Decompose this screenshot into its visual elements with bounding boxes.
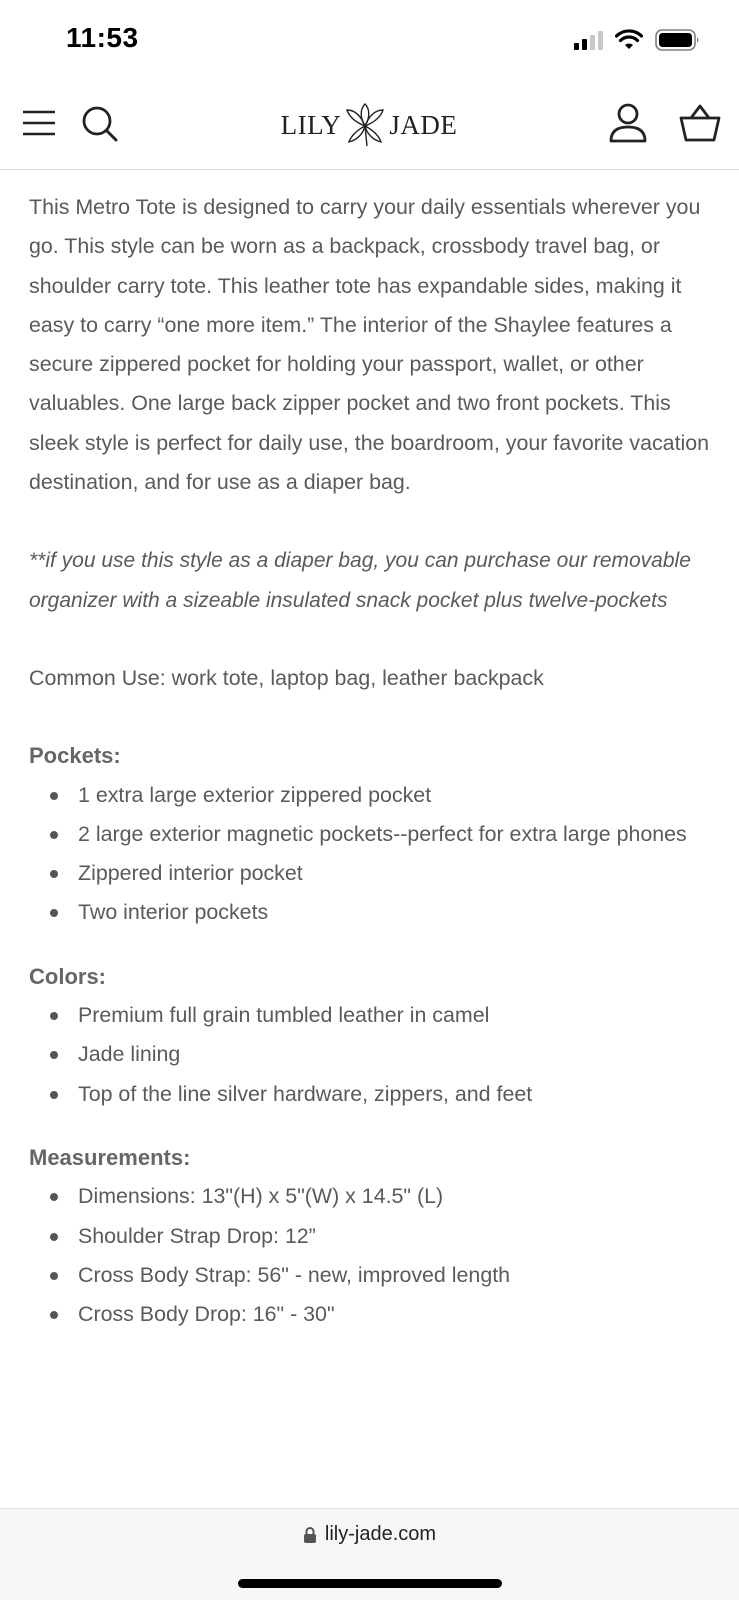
product-description (29, 188, 719, 1358)
battery-icon (655, 29, 701, 51)
list-item: Premium full grain tumbled leather in camel (29, 996, 719, 1035)
list-item: Zippered interior pocket (29, 854, 719, 893)
url-text: lily-jade.com (324, 1523, 437, 1545)
status-bar (0, 0, 739, 80)
list-item: Dimensions: 13"(H) x 5"(W) x 14.5" (L) (29, 1177, 719, 1216)
pockets-list (29, 776, 719, 933)
measurements-heading: Measurements: (29, 1144, 191, 1170)
account-icon[interactable] (608, 102, 648, 144)
search-icon[interactable] (80, 104, 120, 144)
colors-heading: Colors: (29, 963, 106, 989)
colors-list (29, 996, 719, 1114)
diaper-bag-note: **if you use this style as a diaper bag, you can purchase our removable organizer with a sizeable insulated snack pocket plus twelve-pockets (29, 549, 691, 612)
browser-url-bar[interactable] (0, 1508, 739, 1600)
list-item: 2 large exterior magnetic pockets--perfect for extra large phones (29, 815, 719, 854)
logo-text-left: LILY (280, 109, 342, 140)
url-field[interactable] (0, 1523, 739, 1546)
pockets-heading: Pockets: (29, 743, 121, 769)
wifi-icon (615, 29, 643, 51)
brand-logo[interactable] (274, 100, 464, 150)
common-use-text: Common Use: work tote, laptop bag, leather backpack (29, 665, 544, 690)
list-item: Shoulder Strap Drop: 12” (29, 1217, 719, 1256)
home-indicator[interactable] (238, 1579, 502, 1588)
lily-flower-icon (345, 102, 385, 148)
site-header (0, 86, 739, 170)
list-item: 1 extra large exterior zippered pocket (29, 776, 719, 815)
cellular-signal-icon (574, 30, 603, 50)
status-icons (574, 26, 701, 54)
list-item: Two interior pockets (29, 893, 719, 932)
measurements-list (29, 1177, 719, 1334)
cart-icon[interactable] (678, 102, 722, 144)
status-time: 11:53 (66, 22, 139, 53)
list-item: Jade lining (29, 1035, 719, 1074)
logo-text-right: JADE (389, 109, 458, 140)
list-item: Cross Body Strap: 56" - new, improved length (29, 1256, 719, 1295)
lock-icon (303, 1526, 317, 1544)
menu-icon[interactable] (20, 104, 58, 142)
description-paragraph: This Metro Tote is designed to carry your daily essentials wherever you go. This style can be worn as a backpack, crossbody travel bag, or shoulder carry tote. This leather tote has expandable sides, making it easy to carry “one more item.” The interior of the Shaylee features a secure zippered pocket for holding your passport, wallet, or other valuables. One large back zipper pocket and two front pockets. This sleek style is perfect for daily use, the boardroom, your favorite vacation destination, and for use as a diaper bag. (29, 195, 710, 495)
list-item: Top of the line silver hardware, zippers, and feet (29, 1075, 719, 1114)
list-item: Cross Body Drop: 16" - 30" (29, 1295, 719, 1334)
